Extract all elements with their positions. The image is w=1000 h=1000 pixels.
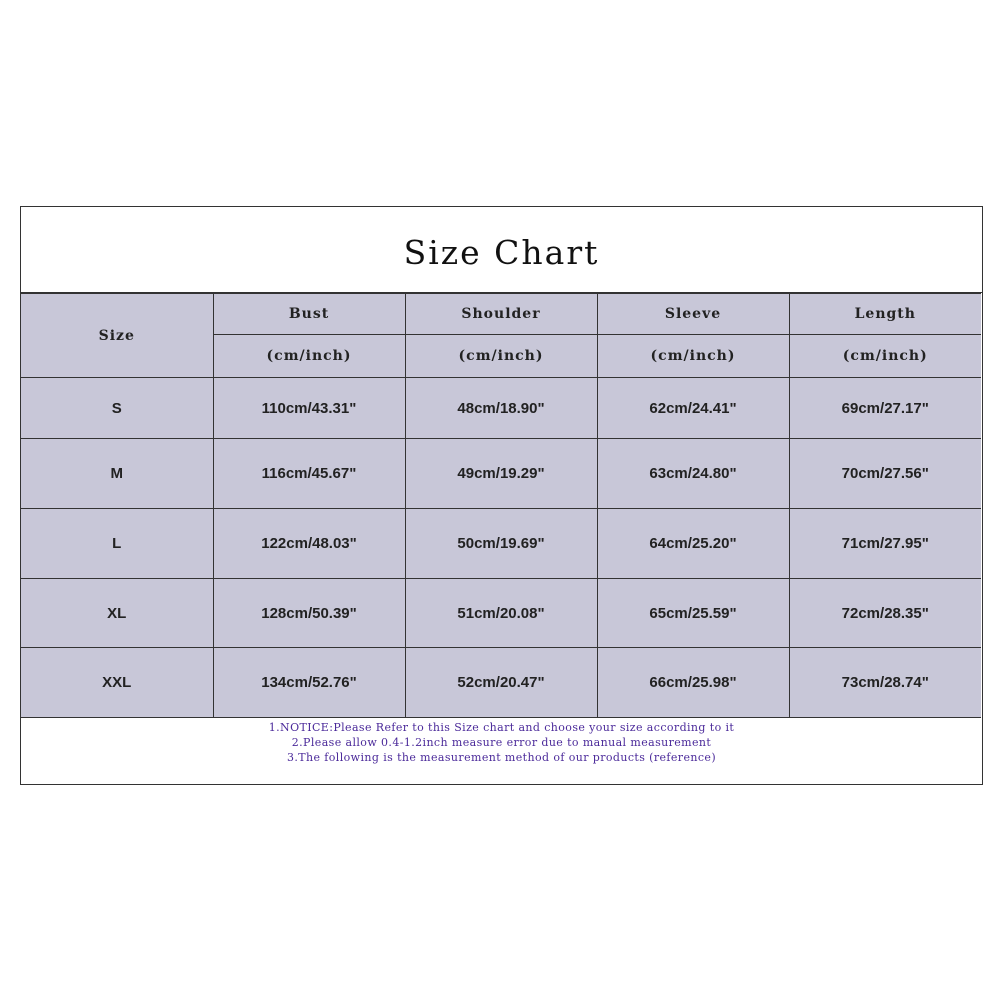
- bust-cell: 134cm/52.76": [213, 648, 405, 718]
- header-shoulder: Shoulder: [405, 294, 597, 335]
- sleeve-cell: 66cm/25.98": [597, 648, 789, 718]
- bust-cell: 128cm/50.39": [213, 579, 405, 648]
- size-cell: XXL: [21, 648, 213, 718]
- table-row: [21, 509, 981, 579]
- size-cell: M: [21, 439, 213, 509]
- size-cell: L: [21, 509, 213, 579]
- shoulder-cell: 49cm/19.29": [405, 439, 597, 509]
- chart-title: Size Chart: [21, 207, 982, 293]
- shoulder-cell: 48cm/18.90": [405, 378, 597, 439]
- shoulder-cell: 51cm/20.08": [405, 579, 597, 648]
- note-line: 2.Please allow 0.4-1.2inch measure error due to manual measurement: [291, 736, 712, 749]
- shoulder-cell: 50cm/19.69": [405, 509, 597, 579]
- note-line: 1.NOTICE:Please Refer to this Size chart and choose your size according to it: [268, 721, 735, 734]
- unit-shoulder: (cm/inch): [405, 335, 597, 378]
- header-bust: Bust: [213, 294, 405, 335]
- table-row: [21, 439, 981, 509]
- size-cell: S: [21, 378, 213, 439]
- unit-sleeve: (cm/inch): [597, 335, 789, 378]
- size-chart: [20, 206, 983, 785]
- unit-bust: (cm/inch): [213, 335, 405, 378]
- header-length: Length: [789, 294, 981, 335]
- header-row: [21, 294, 981, 335]
- size-cell: XL: [21, 579, 213, 648]
- notes-section: [21, 718, 982, 786]
- length-cell: 72cm/28.35": [789, 579, 981, 648]
- length-cell: 71cm/27.95": [789, 509, 981, 579]
- header-sleeve: Sleeve: [597, 294, 789, 335]
- sleeve-cell: 63cm/24.80": [597, 439, 789, 509]
- length-cell: 70cm/27.56": [789, 439, 981, 509]
- unit-length: (cm/inch): [789, 335, 981, 378]
- length-cell: 69cm/27.17": [789, 378, 981, 439]
- table-row: [21, 648, 981, 718]
- table-row: [21, 579, 981, 648]
- bust-cell: 122cm/48.03": [213, 509, 405, 579]
- length-cell: 73cm/28.74": [789, 648, 981, 718]
- size-table: [21, 293, 981, 718]
- bust-cell: 116cm/45.67": [213, 439, 405, 509]
- note-line: 3.The following is the measurement method of our products (reference): [286, 751, 717, 764]
- shoulder-cell: 52cm/20.47": [405, 648, 597, 718]
- sleeve-cell: 62cm/24.41": [597, 378, 789, 439]
- bust-cell: 110cm/43.31": [213, 378, 405, 439]
- table-row: [21, 378, 981, 439]
- header-size: Size: [21, 294, 213, 378]
- sleeve-cell: 64cm/25.20": [597, 509, 789, 579]
- sleeve-cell: 65cm/25.59": [597, 579, 789, 648]
